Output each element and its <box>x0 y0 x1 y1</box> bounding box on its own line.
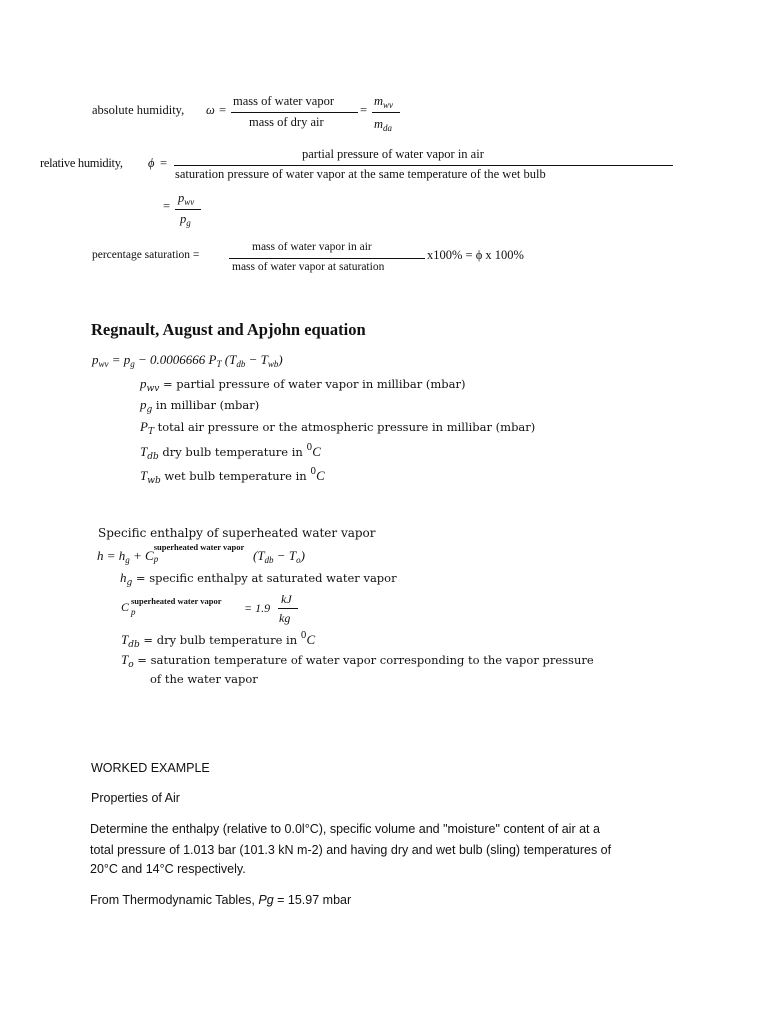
pg-symbol: $p_g$ <box>180 212 191 228</box>
fraction-numerator: mass of water vapor <box>233 94 335 108</box>
definition-tdb: $T_{db}$ dry bulb temperature in $^0$C <box>140 443 321 462</box>
section-heading: Regnault, August and Apjohn equation <box>91 320 366 339</box>
definition-pwv: $p_{wv}$ = partial pressure of water vapor in millibar (mbar) <box>140 376 466 394</box>
fraction-bar <box>231 112 358 113</box>
equals-sign: = <box>360 103 368 117</box>
definition-pg: $p_g$ in millibar (mbar) <box>140 397 260 415</box>
paragraph-line-3: 20°C and 14°C respectively. <box>90 862 246 876</box>
tables-line: From Thermodynamic Tables, Pg = 15.97 mbar <box>90 893 352 907</box>
equals-sign: = <box>163 199 171 213</box>
regnault-main-equation: $p_{wv} = p_g - 0.0006666$ $P_T$ $(T_{db} - T_{wb})$ <box>92 352 283 369</box>
phi-symbol: ϕ <box>148 156 155 170</box>
enthalpy-heading: Specific enthalpy of superheated water vapor <box>98 526 376 540</box>
definition-tdb-enthalpy: $T_{db}$ = dry bulb temperature in $^0$C <box>121 631 316 650</box>
enthalpy-main-equation: $h = h_g + C$ superheated water vapor p $(T_{db} - T_o)$ <box>97 542 305 565</box>
paragraph-line-1: Determine the enthalpy (relative to 0.0l°C), specific volume and "moisture" content of air at a <box>90 822 600 836</box>
definition-twb: $T_{wb}$ wet bulb temperature in $^0$C <box>140 467 325 486</box>
equals-sign: = <box>160 156 168 170</box>
definition-pt: $P_T$ total air pressure or the atmospheric pressure in millibar (mbar) <box>140 419 536 437</box>
definition-to-continuation: of the water vapor <box>150 672 258 686</box>
omega-symbol: ω <box>206 103 215 117</box>
fraction-numerator: mass of water vapor in air <box>252 241 372 253</box>
definition-hg: $h_g$ = specific enthalpy at saturated water vapor <box>120 570 397 588</box>
equals-sign: = <box>219 103 227 117</box>
mda-symbol: $m_{da}$ <box>374 117 393 133</box>
fraction-denominator: mass of water vapor at saturation <box>232 261 385 273</box>
fraction-denominator: mass of dry air <box>249 115 324 129</box>
fraction-bar <box>372 112 400 113</box>
percentage-tail: x100% = ϕ x 100% <box>427 248 524 262</box>
worked-example-heading: WORKED EXAMPLE <box>91 761 210 775</box>
paragraph-line-2: total pressure of 1.013 bar (101.3 kN m-2) and having dry and wet bulb (sling) temperatures of <box>90 843 612 857</box>
definition-to: $T_o$ = saturation temperature of water vapor corresponding to the vapor pressure <box>121 652 594 670</box>
percentage-saturation-label: percentage saturation = <box>92 249 200 261</box>
fraction-numerator: partial pressure of water vapor in air <box>302 147 484 161</box>
mwv-symbol: $m_{wv}$ <box>374 94 394 110</box>
properties-subheading: Properties of Air <box>91 791 180 805</box>
pwv-symbol: $p_{wv}$ <box>178 191 195 207</box>
relative-humidity-label: relative humidity, <box>40 156 123 170</box>
absolute-humidity-label: absolute humidity, <box>92 103 185 117</box>
fraction-bar <box>229 258 425 259</box>
fraction-bar <box>174 165 673 166</box>
fraction-bar <box>175 209 201 210</box>
fraction-denominator: saturation pressure of water vapor at the same temperature of the wet bulb <box>175 167 546 181</box>
